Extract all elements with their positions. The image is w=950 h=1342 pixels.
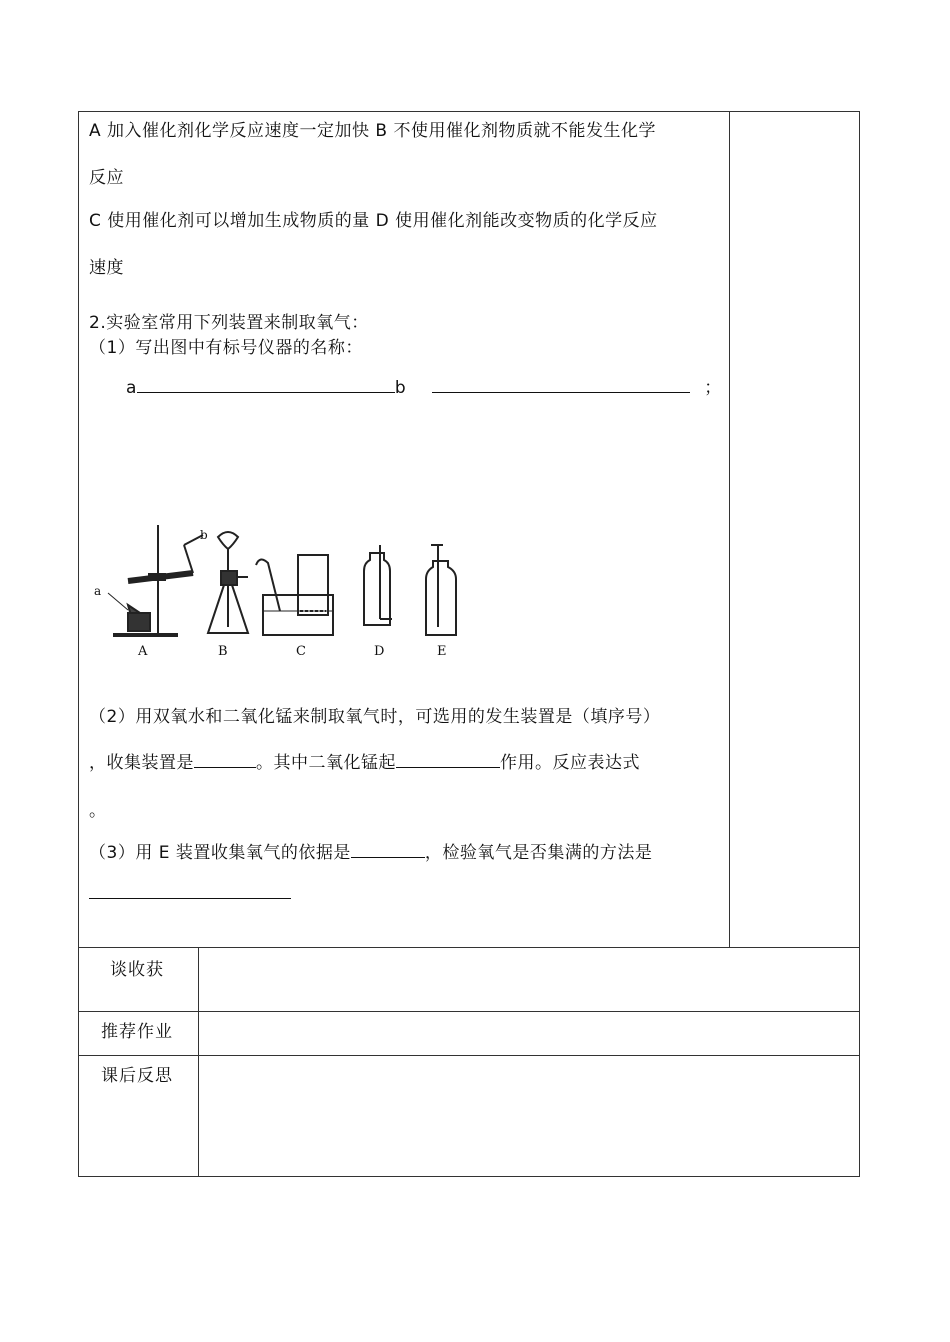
q2-answer-line [126, 373, 722, 398]
q2-sub1: （1）写出图中有标号仪器的名称： [89, 338, 363, 358]
right-column-divider [729, 111, 730, 948]
part-label-a: a [94, 584, 102, 598]
label-b: b [394, 378, 407, 398]
basis-blank[interactable] [351, 839, 425, 858]
q1-line-1: A 加入催化剂化学反应速度一定加快 B 不使用催化剂物质就不能发生化学 [89, 121, 657, 141]
apparatus-label-c: C [296, 644, 306, 659]
apparatus-label-b: B [218, 644, 228, 659]
collect-device-blank[interactable] [194, 749, 256, 768]
label-a: a [126, 378, 137, 398]
row-divider-2 [78, 1011, 860, 1012]
row-label-reflection: 课后反思 [101, 1066, 173, 1086]
q2-title: 2.实验室常用下列装置来制取氧气： [89, 313, 369, 333]
check-method-blank[interactable] [89, 880, 291, 899]
semicolon: ； [704, 378, 722, 398]
q1-line-2: 反应 [89, 168, 124, 188]
apparatus-figure [88, 515, 468, 665]
q2-sub2-line1: （2）用双氧水和二氧化锰来制取氧气时，可选用的发生装置是（填序号） [89, 707, 661, 727]
q1-line-3: C 使用催化剂可以增加生成物质的量 D 使用催化剂能改变物质的化学反应 [89, 211, 658, 231]
part-label-b: b [200, 528, 208, 542]
mno2-role-blank[interactable] [396, 749, 500, 768]
answer-blank-b[interactable] [432, 374, 690, 393]
label-column-divider [198, 947, 199, 1177]
answer-blank-a[interactable] [137, 374, 395, 393]
row-label-homework: 推荐作业 [101, 1022, 173, 1042]
q2-sub2-line2: ，收集装置是 。其中二氧化锰起 作用。反应表达式 [89, 748, 640, 773]
apparatus-label-e: E [437, 644, 447, 659]
q2-sub3: （3）用 E 装置收集氧气的依据是 ，检验氧气是否集满的方法是 [89, 838, 652, 863]
row-divider-1 [78, 947, 860, 948]
row-label-harvest: 谈收获 [110, 960, 164, 980]
apparatus-label-d: D [374, 644, 385, 659]
q1-line-4: 速度 [89, 258, 124, 278]
apparatus-label-a: A [138, 644, 148, 659]
row-divider-3 [78, 1055, 860, 1056]
q2-sub2-line3: 。 [89, 801, 107, 821]
